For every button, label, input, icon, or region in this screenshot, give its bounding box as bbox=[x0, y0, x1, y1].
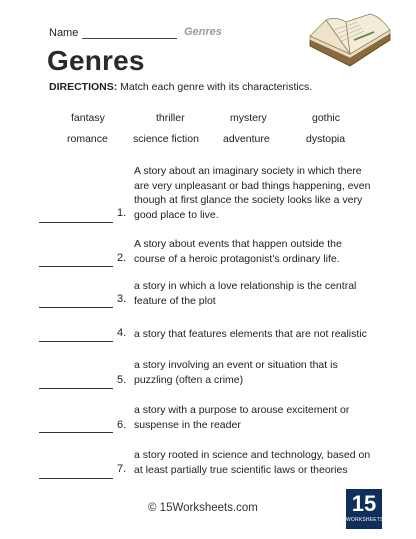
directions-label: DIRECTIONS: bbox=[49, 81, 118, 93]
question-number: 4. bbox=[117, 327, 127, 339]
answer-line-4[interactable] bbox=[39, 341, 113, 342]
logo-word: WORKSHEETS bbox=[346, 517, 384, 523]
answer-line-7[interactable] bbox=[39, 478, 113, 479]
word-bank-item: science fiction bbox=[133, 133, 199, 145]
word-bank-item: fantasy bbox=[71, 112, 105, 124]
word-bank-item: romance bbox=[67, 133, 108, 145]
topic-label: Genres bbox=[184, 26, 222, 38]
question-text: a story that features elements that are not realistic bbox=[134, 328, 367, 340]
question-text: a story in which a love relationship is the central feature of the plot bbox=[134, 280, 357, 307]
question-number: 5. bbox=[117, 374, 127, 386]
question-text: A story about an imaginary society in which there are very unpleasant or bad things happening, even though at first glance the society looks like a very good place to live. bbox=[134, 165, 371, 221]
question-text: a story with a purpose to arouse excitement or suspense in the reader bbox=[134, 404, 350, 431]
word-bank-item: dystopia bbox=[306, 133, 346, 145]
name-label: Name bbox=[49, 27, 79, 39]
directions bbox=[49, 81, 312, 93]
question-text: A story about events that happen outside the course of a heroic protagonist's ordinary life. bbox=[134, 238, 342, 265]
logo-number: 15 bbox=[351, 491, 377, 516]
question-number: 1. bbox=[117, 207, 127, 219]
page-title: Genres bbox=[47, 45, 145, 76]
question-number: 6. bbox=[117, 419, 127, 431]
book-icon bbox=[306, 10, 392, 70]
word-bank-item: thriller bbox=[156, 112, 185, 124]
question-number: 3. bbox=[117, 293, 127, 305]
answer-line-3[interactable] bbox=[39, 307, 113, 308]
answer-line-1[interactable] bbox=[39, 222, 113, 223]
copyright-text: © 15Worksheets.com bbox=[148, 502, 258, 514]
word-bank-item: gothic bbox=[312, 112, 341, 124]
word-bank-item: mystery bbox=[230, 112, 267, 124]
question-text: a story rooted in science and technology, based on at least partially true scientific laws or theories bbox=[134, 449, 371, 476]
name-line[interactable] bbox=[82, 38, 177, 39]
answer-line-5[interactable] bbox=[39, 388, 113, 389]
answer-line-2[interactable] bbox=[39, 266, 113, 267]
question-text: a story involving an event or situation that is puzzling (often a crime) bbox=[134, 359, 338, 386]
answer-line-6[interactable] bbox=[39, 432, 113, 433]
word-bank-item: adventure bbox=[223, 133, 270, 145]
question-number: 2. bbox=[117, 252, 127, 264]
site-logo bbox=[346, 489, 382, 529]
question-number: 7. bbox=[117, 463, 127, 475]
directions-text: Match each genre with its characteristics. bbox=[117, 81, 313, 93]
